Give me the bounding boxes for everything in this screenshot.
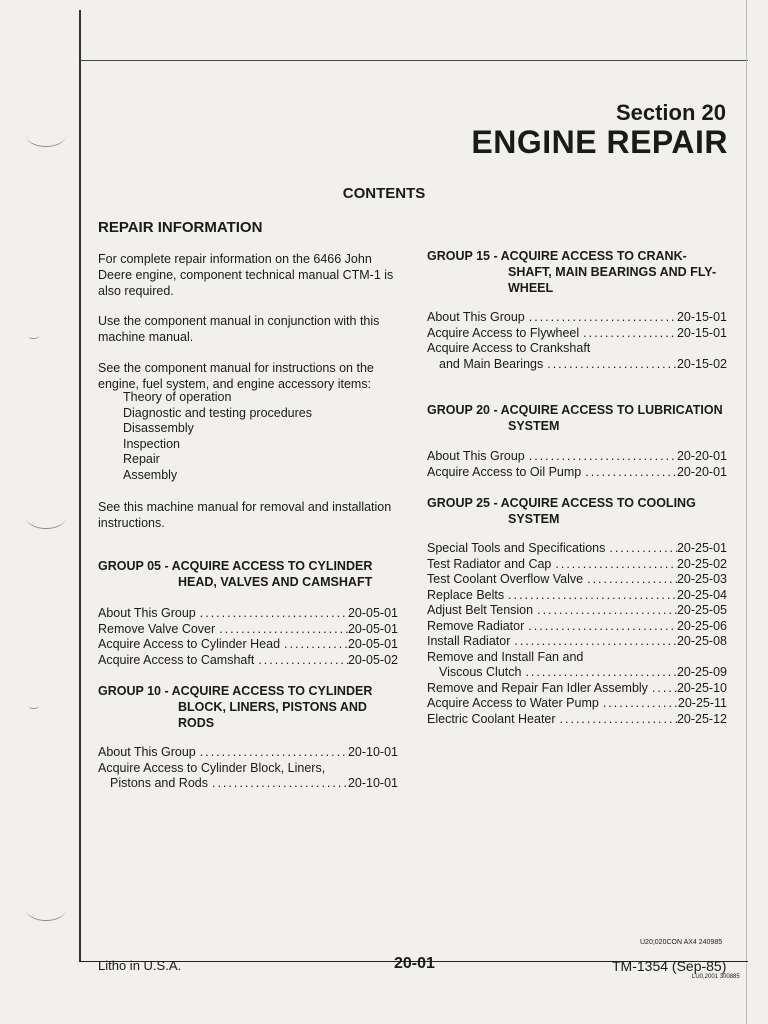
toc-entry[interactable]: Acquire Access to Flywheel ..... 20-15-01 bbox=[427, 326, 727, 342]
group-20-heading: GROUP 20 - ACQUIRE ACCESS TO LUBRICATION SYSTEM bbox=[427, 403, 723, 433]
section-title: ENGINE REPAIR bbox=[471, 124, 728, 160]
toc-entry[interactable]: Special Tools and Specifications ..... 20-25-01 bbox=[427, 541, 727, 557]
toc-entry[interactable]: Acquire Access to Oil Pump ..... 20-20-01 bbox=[427, 465, 727, 481]
toc-entry[interactable]: About This Group ..... 20-15-01 bbox=[427, 310, 727, 326]
toc-entry[interactable]: and Main Bearings ..... 20-15-02 bbox=[427, 357, 727, 373]
repair-para-1: For complete repair information on the 6466 John Deere engine, component technical manual CTM-1 is also required. bbox=[98, 252, 394, 298]
group-20-toc bbox=[427, 449, 727, 480]
frame-left-rule bbox=[79, 10, 81, 962]
group-05-heading: GROUP 05 - ACQUIRE ACCESS TO CYLINDER HEAD, VALVES AND CAMSHAFT bbox=[98, 559, 373, 589]
repair-para-3: See the component manual for instructions on the engine, fuel system, and engine accessory items: bbox=[98, 361, 374, 391]
doc-code-bottom: LU0,2001 300885 bbox=[692, 974, 740, 980]
list-item: Diagnostic and testing procedures bbox=[123, 405, 313, 420]
group-25-heading: GROUP 25 - ACQUIRE ACCESS TO COOLING SYSTEM bbox=[427, 496, 696, 526]
toc-entry[interactable]: Acquire Access to Cylinder Head ..... 20-05-01 bbox=[98, 637, 398, 653]
toc-entry[interactable]: Remove and Install Fan and bbox=[427, 649, 584, 664]
page-tick-mark bbox=[28, 700, 39, 709]
toc-entry[interactable]: Test Radiator and Cap ..... 20-25-02 bbox=[427, 557, 727, 573]
frame-right-rule bbox=[746, 0, 747, 1024]
toc-entry[interactable]: Remove Radiator ..... 20-25-06 bbox=[427, 619, 727, 635]
contents-heading: CONTENTS bbox=[342, 185, 426, 202]
repair-para-4: See this machine manual for removal and installation instructions. bbox=[98, 500, 392, 530]
toc-entry[interactable]: Remove and Repair Fan Idler Assembly ..... 20-25-10 bbox=[427, 681, 727, 697]
group-15-heading: GROUP 15 - ACQUIRE ACCESS TO CRANK- SHAFT, MAIN BEARINGS AND FLY- WHEEL bbox=[427, 249, 717, 295]
group-25-toc bbox=[427, 541, 727, 727]
toc-entry[interactable]: Install Radiator ..... 20-25-08 bbox=[427, 634, 727, 650]
list-item: Assembly bbox=[123, 467, 178, 482]
toc-entry[interactable]: Remove Valve Cover ..... 20-05-01 bbox=[98, 622, 398, 638]
footer-litho: Litho in U.S.A. bbox=[98, 958, 182, 973]
binder-hole-mark bbox=[26, 506, 66, 529]
list-item: Disassembly bbox=[123, 421, 194, 435]
page-tick-mark bbox=[28, 330, 39, 339]
group-10-toc bbox=[98, 745, 398, 792]
group-10-heading: GROUP 10 - ACQUIRE ACCESS TO CYLINDER BLOCK, LINERS, PISTONS AND RODS bbox=[98, 684, 373, 730]
toc-entry[interactable]: Acquire Access to Cylinder Block, Liners, bbox=[98, 760, 326, 775]
list-item: Repair bbox=[123, 452, 160, 466]
component-items-list bbox=[123, 390, 423, 483]
toc-entry[interactable]: Pistons and Rods ..... 20-10-01 bbox=[98, 776, 398, 792]
page-number: 20-01 bbox=[394, 955, 435, 972]
toc-entry[interactable]: Viscous Clutch ..... 20-25-09 bbox=[427, 665, 727, 681]
group-05-toc bbox=[98, 606, 398, 668]
toc-entry[interactable]: Acquire Access to Camshaft ..... 20-05-02 bbox=[98, 653, 398, 669]
toc-entry[interactable]: Acquire Access to Water Pump ..... 20-25-11 bbox=[427, 696, 727, 712]
binder-hole-mark bbox=[26, 898, 66, 921]
toc-entry[interactable]: About This Group ..... 20-20-01 bbox=[427, 449, 727, 465]
repair-info-heading: REPAIR INFORMATION bbox=[98, 219, 263, 236]
toc-entry[interactable]: Acquire Access to Crankshaft bbox=[427, 341, 591, 355]
toc-entry[interactable]: Electric Coolant Heater ..... 20-25-12 bbox=[427, 712, 727, 728]
manual-id: TM-1354 (Sep-85) bbox=[612, 958, 727, 974]
repair-para-2: Use the component manual in conjunction with this machine manual. bbox=[98, 314, 380, 344]
doc-code-top: U20;020CON AX4 240985 bbox=[640, 939, 723, 946]
toc-entry[interactable]: About This Group ..... 20-05-01 bbox=[98, 606, 398, 622]
toc-entry[interactable]: Adjust Belt Tension ..... 20-25-05 bbox=[427, 603, 727, 619]
frame-top-rule bbox=[79, 60, 748, 61]
toc-entry[interactable]: About This Group ..... 20-10-01 bbox=[98, 745, 398, 761]
toc-entry[interactable]: Test Coolant Overflow Valve ..... 20-25-03 bbox=[427, 572, 727, 588]
section-number: Section 20 bbox=[615, 100, 726, 125]
list-item: Inspection bbox=[123, 436, 180, 451]
group-15-toc bbox=[427, 310, 727, 372]
toc-entry[interactable]: Replace Belts ..... 20-25-04 bbox=[427, 588, 727, 604]
list-item: Theory of operation bbox=[123, 390, 232, 404]
binder-hole-mark bbox=[26, 124, 66, 147]
